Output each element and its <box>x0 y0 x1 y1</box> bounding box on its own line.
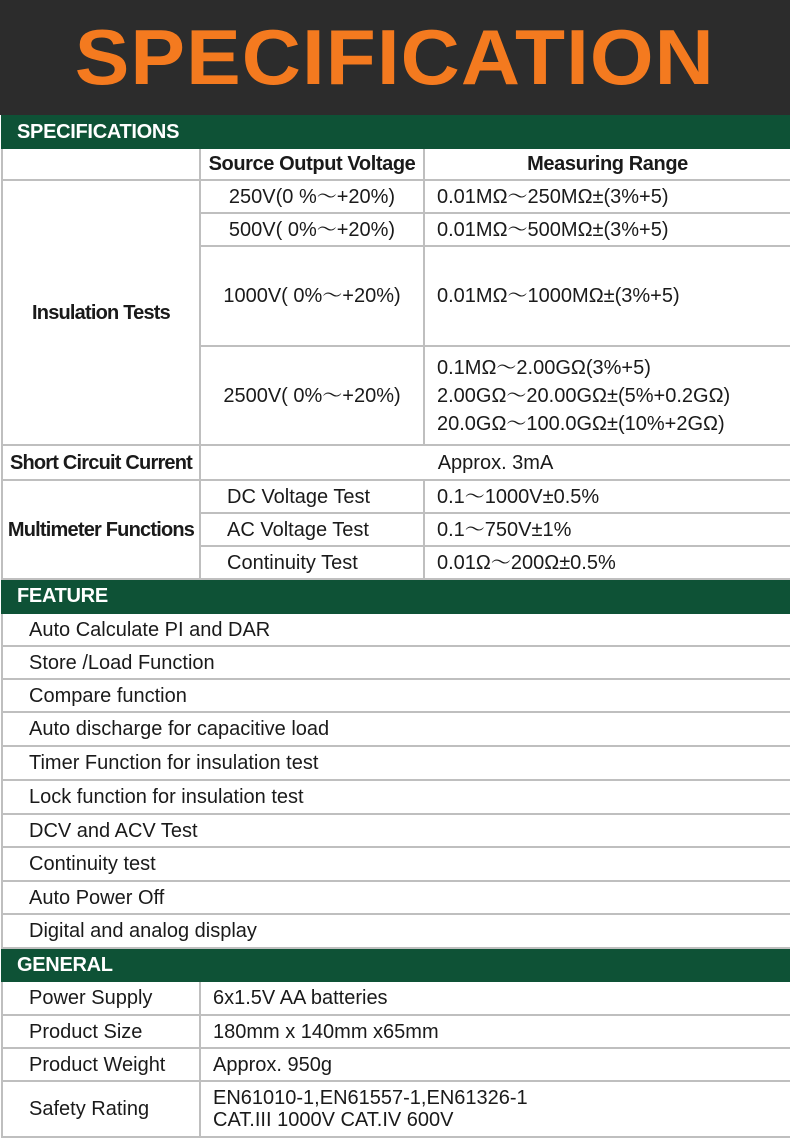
title-banner <box>0 0 790 115</box>
range-line: 2.00GΩ～20.00GΩ±(5%+0.2GΩ) <box>437 384 731 407</box>
column-header-row <box>2 148 790 180</box>
list-item <box>2 646 790 679</box>
spec-table <box>1 115 790 1138</box>
section-title: GENERAL <box>2 948 790 981</box>
list-item <box>2 814 790 847</box>
multimeter-functions-label: Multimeter Functions <box>2 480 200 579</box>
value-line: EN61010-1,EN61557-1,EN61326-1 <box>213 1087 528 1109</box>
function-range: 0.01Ω～200Ω±0.5% <box>424 546 790 579</box>
value-line: CAT.III 1000V CAT.IV 600V <box>213 1109 454 1131</box>
function-name: AC Voltage Test <box>200 513 424 546</box>
function-name: Continuity Test <box>200 546 424 579</box>
voltage-cell: 2500V( 0%～+20%) <box>200 346 424 445</box>
function-name: DC Voltage Test <box>200 480 424 513</box>
list-item <box>2 881 790 914</box>
range-cell: 0.01MΩ～500MΩ±(3%+5) <box>424 213 790 246</box>
table-row <box>2 1081 790 1137</box>
table-row <box>2 1048 790 1081</box>
function-range: 0.1～750V±1% <box>424 513 790 546</box>
feature-item: Digital and analog display <box>2 914 790 948</box>
feature-item: Store /Load Function <box>2 646 790 679</box>
range-cell <box>424 346 790 445</box>
page-title: SPECIFICATION <box>74 13 716 101</box>
general-key: Product Weight <box>2 1048 200 1081</box>
feature-item: Continuity test <box>2 847 790 881</box>
section-title: FEATURE <box>2 579 790 613</box>
range-cell: 0.01MΩ～1000MΩ±(3%+5) <box>424 246 790 346</box>
general-key: Product Size <box>2 1015 200 1048</box>
range-line: 20.0GΩ～100.0GΩ±(10%+2GΩ) <box>437 412 725 435</box>
voltage-cell: 250V(0 %～+20%) <box>200 180 424 213</box>
function-range: 0.1～1000V±0.5% <box>424 480 790 513</box>
feature-item: Timer Function for insulation test <box>2 746 790 780</box>
table-row <box>2 180 790 213</box>
section-header-feature <box>2 579 790 613</box>
table-row <box>2 981 790 1015</box>
range-line: 0.1MΩ～2.00GΩ(3%+5) <box>437 356 651 379</box>
range-cell: 0.01MΩ～250MΩ±(3%+5) <box>424 180 790 213</box>
insulation-tests-label: Insulation Tests <box>2 180 200 445</box>
feature-item: Auto Calculate PI and DAR <box>2 613 790 646</box>
general-value <box>200 1081 790 1137</box>
general-key: Power Supply <box>2 981 200 1015</box>
feature-item: DCV and ACV Test <box>2 814 790 847</box>
short-circuit-label: Short Circuit Current <box>2 445 200 480</box>
list-item <box>2 914 790 948</box>
general-key: Safety Rating <box>2 1081 200 1137</box>
short-circuit-value: Approx. 3mA <box>200 445 790 480</box>
column-header-range: Measuring Range <box>424 148 790 180</box>
blank-header-cell <box>2 148 200 180</box>
list-item <box>2 712 790 746</box>
voltage-cell: 500V( 0%～+20%) <box>200 213 424 246</box>
list-item <box>2 746 790 780</box>
section-header-specifications <box>2 116 790 148</box>
table-row <box>2 1015 790 1048</box>
voltage-cell: 1000V( 0%～+20%) <box>200 246 424 346</box>
spec-sheet <box>0 115 790 1146</box>
feature-item: Auto discharge for capacitive load <box>2 712 790 746</box>
section-title: SPECIFICATIONS <box>2 116 790 148</box>
general-value: Approx. 950g <box>200 1048 790 1081</box>
general-value: 6x1.5V AA batteries <box>200 981 790 1015</box>
feature-item: Auto Power Off <box>2 881 790 914</box>
column-header-voltage: Source Output Voltage <box>200 148 424 180</box>
list-item <box>2 679 790 712</box>
feature-item: Compare function <box>2 679 790 712</box>
general-value: 180mm x 140mm x65mm <box>200 1015 790 1048</box>
section-header-general <box>2 948 790 981</box>
feature-item: Lock function for insulation test <box>2 780 790 814</box>
table-row <box>2 480 790 513</box>
list-item <box>2 847 790 881</box>
table-row <box>2 445 790 480</box>
list-item <box>2 613 790 646</box>
list-item <box>2 780 790 814</box>
